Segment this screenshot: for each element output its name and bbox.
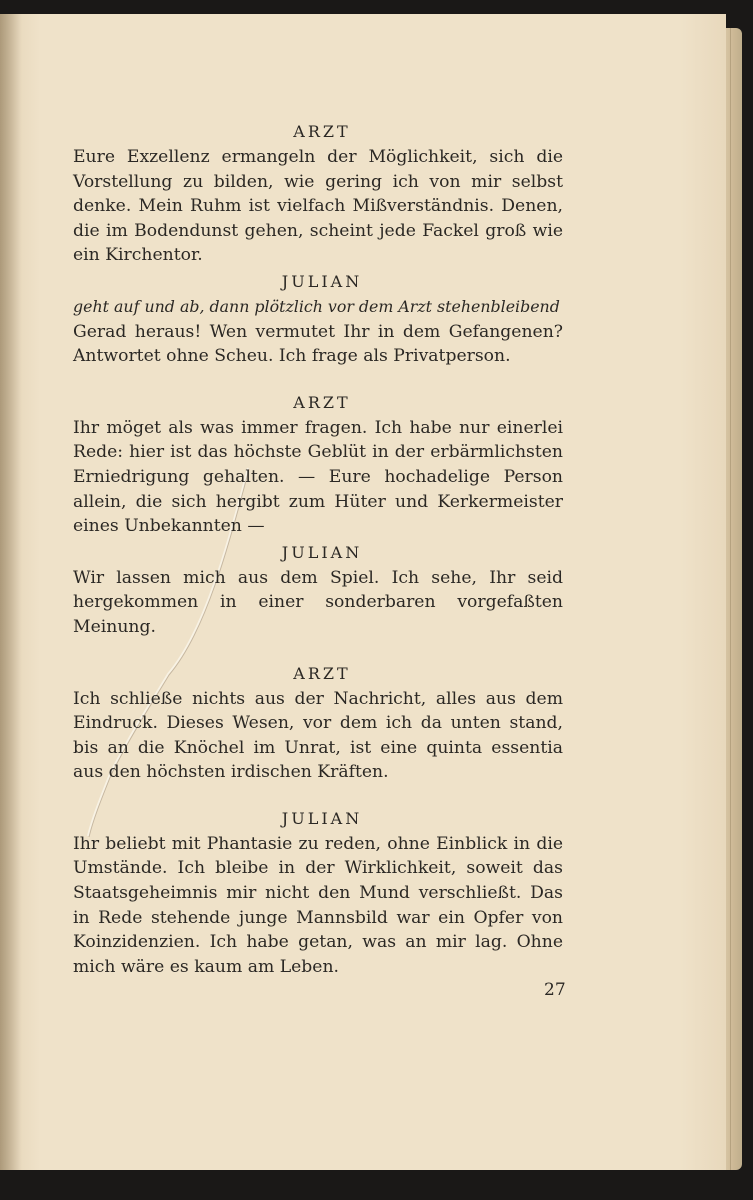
page-number: 27 (544, 980, 566, 1000)
speaker-name: ARZT (293, 392, 351, 412)
speaker-name: JULIAN (281, 808, 363, 828)
speech-paragraph: Wir lassen mich aus dem Spiel. Ich sehe, Ihr seid hergekommen in einer sonderbaren vorgefaßten Meinung. (73, 567, 563, 637)
gutter-shadow (0, 14, 22, 1170)
speaker-name: JULIAN (281, 542, 363, 562)
speech-paragraph: Ich schließe nichts aus der Nachricht, alles aus dem Eindruck. Dieses Wesen, vor dem ich da unten stand, bis an die Knöchel im Unrat, ist eine quinta essentia aus den höchsten irdischen Kräften. (73, 688, 563, 783)
book-page (0, 14, 726, 1170)
paragraph-gap (73, 640, 563, 660)
speaker-name: JULIAN (281, 271, 363, 291)
speech-paragraph: Eure Exzellenz ermangeln der Möglichkeit, sich die Vorstellung zu bilden, wie gering ich von mir selbst denke. Mein Ruhm ist vielfach Mißverständnis. Denen, die im Bodendunst gehen, scheint jede Fackel groß wie ein Kirchentor. (73, 147, 563, 266)
speech-paragraph: Gerad heraus! Wen vermutet Ihr in dem Gefangenen? Antwortet ohne Scheu. Ich frage als Privatperson. (73, 321, 563, 367)
page-text (73, 118, 563, 979)
speech-paragraph: Ihr möget als was immer fragen. Ich habe nur einerlei Rede: hier ist das höchste Geblüt in der erbärmlichsten Erniedrigung gehalten. — Eure hochadelige Person allein, die sich hergibt zum Hüter und Kerkermeister eines Unbekannten — (73, 417, 563, 537)
paragraph-gap (73, 785, 563, 805)
speech-paragraph: Ihr beliebt mit Phantasie zu reden, ohne Einblick in die Umstände. Ich bleibe in der Wirklichkeit, soweit das Staatsgeheimnis mir nicht den Mund verschließt. Das in Rede stehende junge Mannsbild war ein Opfer von Koinzidenzien. Ich habe getan, was an mir lag. Ohne mich wäre es kaum am Leben. (73, 833, 563, 977)
speaker-name: ARZT (293, 663, 351, 683)
speaker-name: ARZT (293, 122, 351, 141)
stage-direction: geht auf und ab, dann plötzlich vor dem Arzt stehenbleibend (73, 296, 560, 316)
paragraph-gap (73, 369, 563, 389)
